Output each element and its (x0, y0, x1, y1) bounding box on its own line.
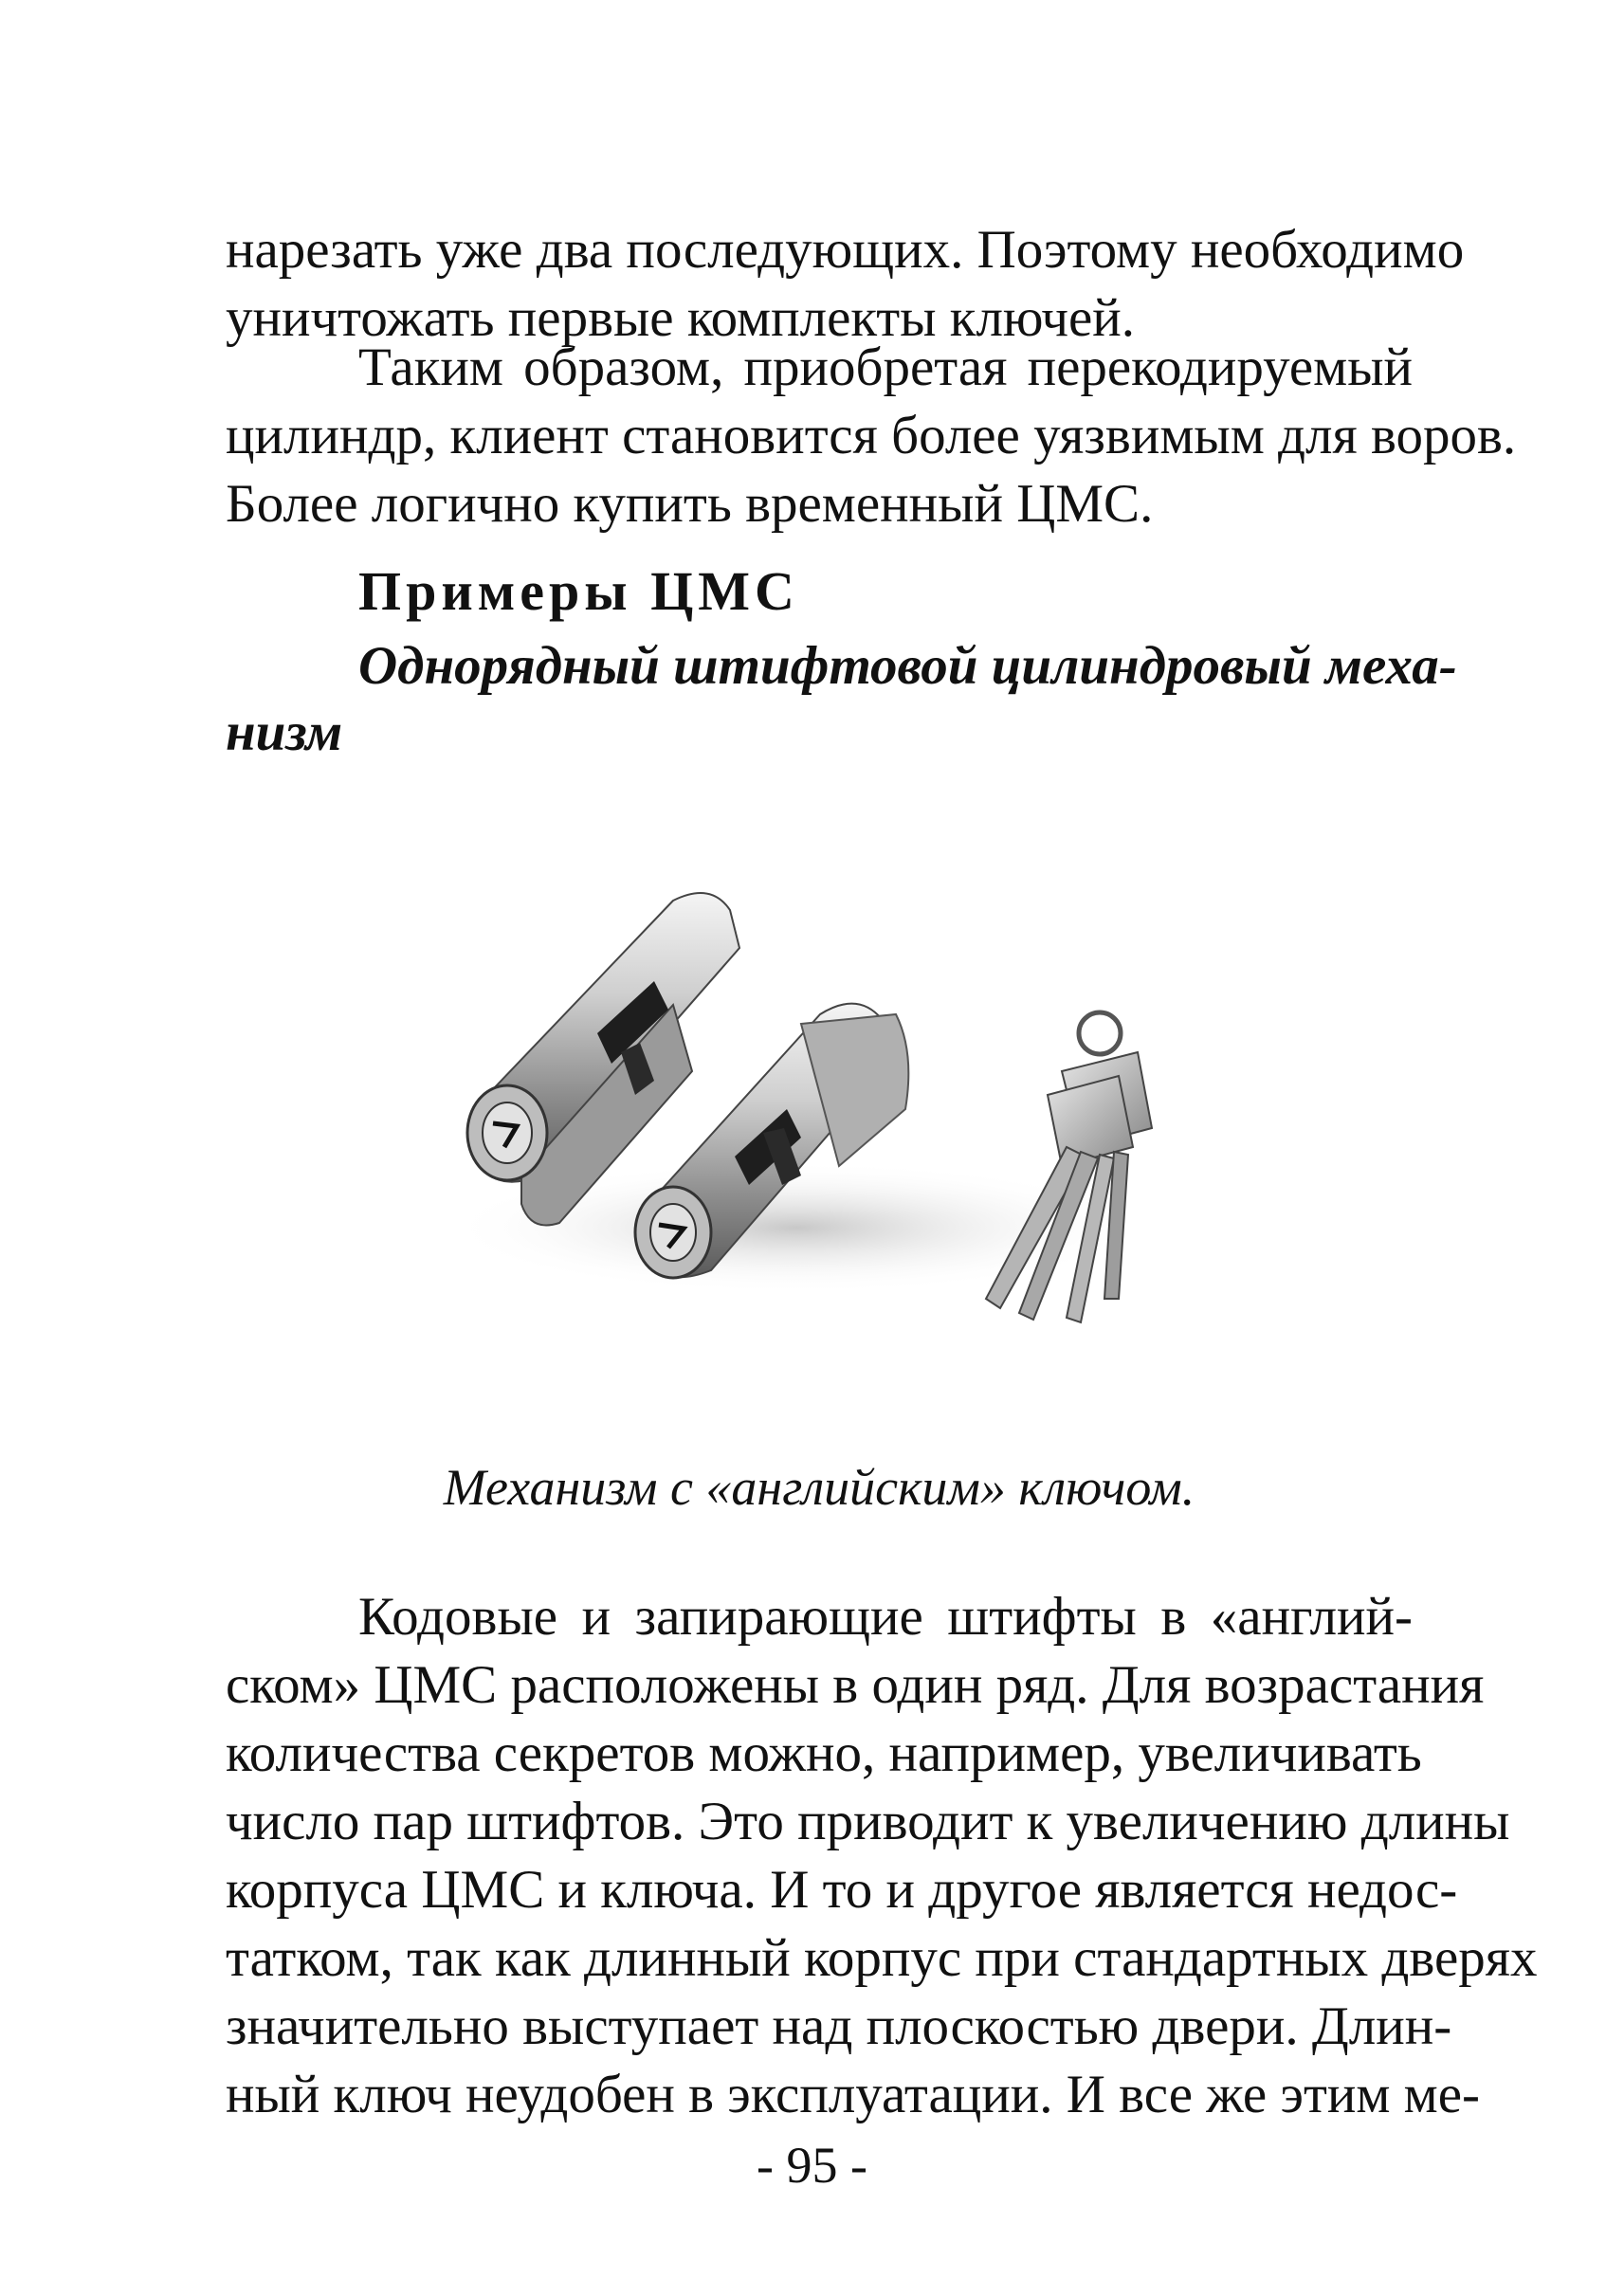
paragraph-line: Более логично купить временный ЦМС. (226, 474, 1154, 534)
lock-cylinders-photo (417, 853, 1232, 1346)
key-bunch (986, 1012, 1152, 1322)
paragraph-line: количества секретов можно, например, увеличивать (226, 1723, 1422, 1783)
body-paragraph (226, 1583, 1538, 2129)
paragraph-line: корпуса ЦМС и ключа. И то и другое является недос- (226, 1860, 1458, 1920)
paragraph-line: значительно выступает над плоскостью двери. Длин- (226, 1996, 1452, 2056)
top-paragraph (226, 216, 1465, 353)
section-subheading (226, 633, 1457, 766)
paragraph-line: нарезать уже два последующих. Поэтому необходимо (226, 220, 1465, 280)
figure-caption: Механизм с «английским» ключом. (443, 1459, 1195, 1516)
paragraph-line: уничтожать первые комплекты ключей. (226, 288, 1136, 348)
paragraph-line: число пар штифтов. Это приводит к увеличению длины (226, 1792, 1510, 1851)
page-number: - 95 - (757, 2137, 867, 2194)
paragraph-line: ском» ЦМС расположены в один ряд. Для возрастания (226, 1655, 1485, 1715)
paragraph-line: ный ключ неудобен в эксплуатации. И все же этим ме- (226, 2065, 1481, 2124)
paragraph-line: Таким образом, приобретая перекодируемый (358, 337, 1413, 397)
paragraph-line: татком, так как длинный корпус при стандартных дверях (226, 1928, 1538, 1988)
subheading-line: Однорядный штифтовой цилиндровый меха- (358, 636, 1457, 696)
paragraph-line: цилиндр, клиент становится более уязвимым для воров. (226, 406, 1517, 465)
section-heading: Примеры ЦМС (358, 560, 799, 622)
subheading-line: низм (226, 702, 343, 762)
paragraph-line: Кодовые и запирающие штифты в «англий- (358, 1587, 1413, 1647)
second-paragraph (226, 334, 1517, 538)
